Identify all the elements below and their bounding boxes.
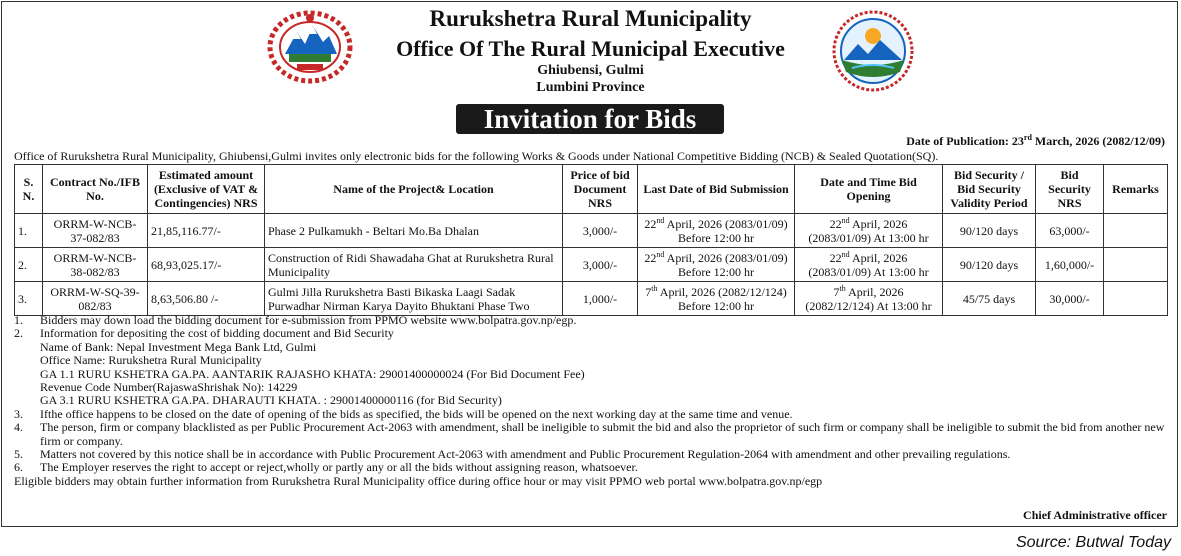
header-validity: Bid Security / Bid Security Validity Period	[943, 165, 1036, 214]
municipality-logo-icon	[832, 10, 914, 92]
header-opening: Date and Time Bid Opening	[795, 165, 943, 214]
cell-contract: ORRM-W-SQ-39-082/83	[43, 282, 148, 316]
publication-date: Date of Publication: 23rd March, 2026 (2082/12/09)	[906, 133, 1165, 148]
cell-estimate: 8,63,506.80 /-	[148, 282, 265, 316]
cell-security: 30,000/-	[1036, 282, 1104, 316]
header-sn: S. N.	[15, 165, 43, 214]
cell-project: Construction of Ridi Shawadaha Ghat at Rurukshetra Rural Municipality	[265, 248, 563, 282]
note-6: 6. The Employer reserves the right to accept or reject,wholly or partly any or all the bids without assigning reason, whatsoever.	[14, 460, 638, 475]
cell-remarks	[1104, 282, 1168, 316]
cell-contract: ORRM-W-NCB-38-082/83	[43, 248, 148, 282]
invitation-banner: Invitation for Bids	[456, 104, 724, 134]
cell-project: Gulmi Jilla Rurukshetra Basti Bikaska Laagi Sadak Purwadhar Nirman Karya Dayito Bhuktani Phase Two	[265, 282, 563, 316]
table-row	[15, 282, 1168, 316]
note-5: 5. Matters not covered by this notice shall be in accordance with Public Procurement Act-2063 with amendment and Public Procurement Regulation-2064 with amendment and other prevailing regulations.	[14, 447, 1011, 462]
municipality-name: Rurukshetra Rural Municipality	[429, 6, 752, 31]
cell-validity: 90/120 days	[943, 248, 1036, 282]
cell-security: 1,60,000/-	[1036, 248, 1104, 282]
note-1: 1. Bidders may down load the bidding document for e-submission from PPMO website www.bolpatra.gov.np/egp.	[14, 313, 577, 327]
cell-sn: 1.	[15, 214, 43, 248]
cell-price: 1,000/-	[563, 282, 638, 316]
note-2: 2. Information for depositing the cost of bidding document and Bid Security	[14, 326, 394, 341]
table-row	[15, 214, 1168, 248]
cell-opening: 22nd April, 2026 (2083/01/09) At 13:00 hr	[795, 248, 943, 282]
closing-note: Eligible bidders may obtain further information from Rurukshetra Rural Municipality office during office hour or may visit PPMO web portal www.bolpatra.gov.np/egp	[14, 473, 823, 488]
header-price: Price of bid Document NRS	[563, 165, 638, 214]
notes-section	[14, 314, 1174, 488]
cell-project: Phase 2 Pulkamukh - Beltari Mo.Ba Dhalan	[265, 214, 563, 248]
header-contract: Contract No./IFB No.	[43, 165, 148, 214]
province-name: Lumbini Province	[536, 80, 645, 95]
cell-opening: 22nd April, 2026 (2083/01/09) At 13:00 hr	[795, 214, 943, 248]
office-name-line: Office Name: Rurukshetra Rural Municipality	[40, 353, 262, 368]
header-project: Name of the Project& Location	[265, 165, 563, 214]
note-4: 4. The person, firm or company blacklisted as per Public Procurement Act-2063 with amendment, shall be ineligible to submit the bid and also the proprietor of such firm or company shall be ineligible to submit the bid from another new firm or company.	[14, 420, 1165, 448]
bank-name: Name of Bank: Nepal Investment Mega Bank Ltd, Gulmi	[40, 339, 317, 354]
cell-last-date: 7th April, 2026 (2082/12/124) Before 12:00 hr	[638, 282, 795, 316]
header-estimate: Estimated amount (Exclusive of VAT & Contingencies) NRS	[148, 165, 265, 214]
cell-estimate: 21,85,116.77/-	[148, 214, 265, 248]
cell-sn: 3.	[15, 282, 43, 316]
signature-title: Chief Administrative officer	[1023, 508, 1167, 522]
cell-last-date: 22nd April, 2026 (2083/01/09) Before 12:00 hr	[638, 248, 795, 282]
account-doc-fee: GA 1.1 RURU KSHETRA GA.PA. AANTARIK RAJASHO KHATA: 29001400000024 (For Bid Document Fee)	[40, 366, 585, 381]
cell-remarks	[1104, 248, 1168, 282]
note-3: 3. Ifthe office happens to be closed on the date of opening of the bids as specified, the bids will be opened on the next working day at the same time and venue.	[14, 406, 793, 421]
cell-estimate: 68,93,025.17/-	[148, 248, 265, 282]
table-header-row	[15, 165, 1168, 214]
cell-remarks	[1104, 214, 1168, 248]
office-location: Ghiubensi, Gulmi	[537, 63, 644, 78]
source-credit: Source: Butwal Today	[1015, 534, 1171, 551]
cell-price: 3,000/-	[563, 248, 638, 282]
header-security: Bid Security NRS	[1036, 165, 1104, 214]
cell-price: 3,000/-	[563, 214, 638, 248]
header-remarks: Remarks	[1104, 165, 1168, 214]
account-security: GA 3.1 RURU KSHETRA GA.PA. DHARAUTI KHATA. : 29001400000116 (for Bid Security)	[40, 393, 502, 408]
cell-last-date: 22nd April, 2026 (2083/01/09) Before 12:00 hr	[638, 214, 795, 248]
cell-validity: 90/120 days	[943, 214, 1036, 248]
cell-opening: 7th April, 2026 (2082/12/124) At 13:00 hr	[795, 282, 943, 316]
cell-sn: 2.	[15, 248, 43, 282]
intro-text: Office of Rurukshetra Rural Municipality, Ghiubensi,Gulmi invites only electronic bids for the following Works & Goods under National Competitive Bidding (NCB) & Sealed Quotation(SQ).	[14, 149, 939, 163]
cell-security: 63,000/-	[1036, 214, 1104, 248]
bids-table	[14, 164, 1168, 316]
cell-contract: ORRM-W-NCB-37-082/83	[43, 214, 148, 248]
header-last-date: Last Date of Bid Submission	[638, 165, 795, 214]
revenue-code: Revenue Code Number(RajaswaShrishak No): 14229	[40, 380, 298, 395]
table-row	[15, 248, 1168, 282]
cell-validity: 45/75 days	[943, 282, 1036, 316]
office-name: Office Of The Rural Municipal Executive	[396, 36, 785, 61]
